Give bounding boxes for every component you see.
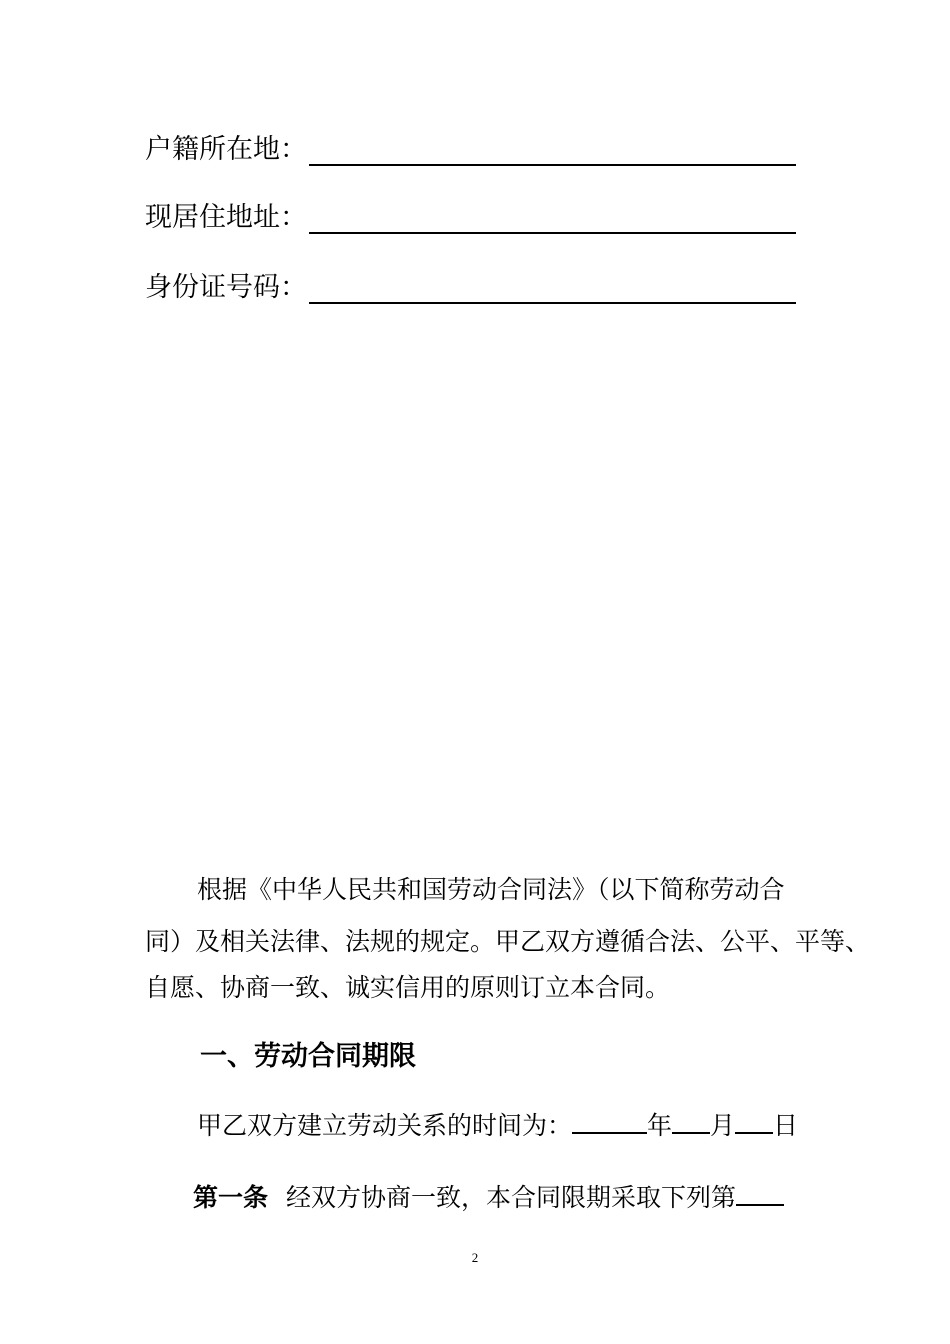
article-one-text: 经双方协商一致，本合同限期采取下列第 <box>285 1183 736 1212</box>
page-number: 2 <box>471 1250 479 1265</box>
contract-start-date-line <box>197 1106 798 1142</box>
field-row-address <box>145 194 796 234</box>
field-blank-id-number[interactable] <box>309 272 796 304</box>
year-label: 年 <box>647 1111 673 1140</box>
day-blank[interactable] <box>735 1110 773 1134</box>
article-one-blank[interactable] <box>736 1182 784 1206</box>
article-one-line <box>193 1178 784 1214</box>
article-one-label: 第一条 <box>193 1183 269 1212</box>
month-label: 月 <box>710 1111 736 1140</box>
field-row-id-number <box>145 264 796 304</box>
day-label: 日 <box>773 1111 799 1140</box>
field-label-hukou: 户籍所在地： <box>145 134 307 165</box>
preamble-line-2: 同）及相关法律、法规的规定。甲乙双方遵循合法、公平、平等、 <box>145 927 871 956</box>
field-label-id-number: 身份证号码： <box>145 272 307 303</box>
field-blank-address[interactable] <box>309 202 796 234</box>
start-date-prefix: 甲乙双方建立劳动关系的时间为： <box>197 1111 573 1140</box>
field-blank-hukou[interactable] <box>309 134 796 166</box>
year-blank[interactable] <box>572 1110 647 1134</box>
preamble-line-3: 自愿、协商一致、诚实信用的原则订立本合同。 <box>145 973 671 1002</box>
month-blank[interactable] <box>672 1110 710 1134</box>
section-heading: 一、劳动合同期限 <box>200 1041 416 1072</box>
field-label-address: 现居住地址： <box>145 202 307 233</box>
preamble-line-1: 根据《中华人民共和国劳动合同法》（以下简称劳动合 <box>197 875 785 904</box>
field-row-hukou <box>145 126 796 166</box>
